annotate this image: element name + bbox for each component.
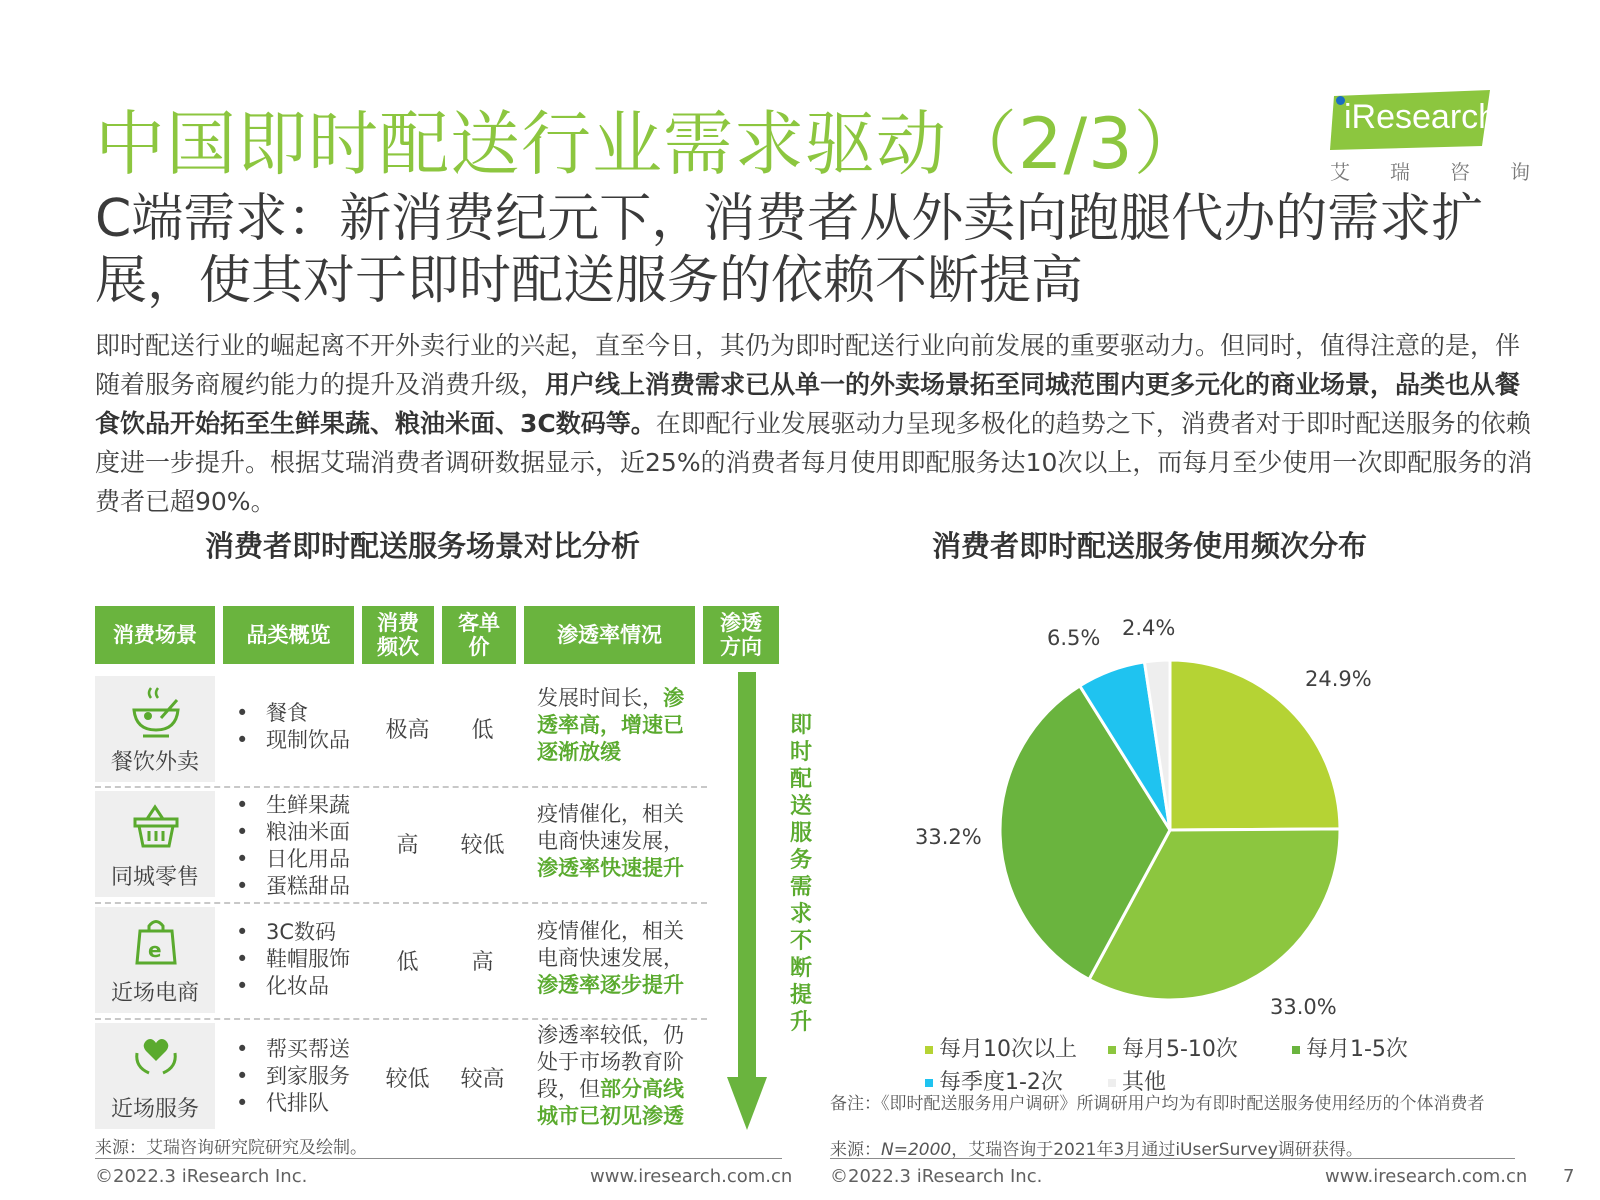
category-item: • 3C数码 xyxy=(236,919,350,946)
legend-label: 每月5-10次 xyxy=(1122,1037,1238,1062)
penetration-highlight: 渗透率快速提升 xyxy=(537,856,684,880)
table-header-scene: 消费场景 xyxy=(95,606,215,664)
price-value: 高 xyxy=(471,950,494,975)
intro-text-bold: 用户线上消费需求已从单一的外卖场景拓至同城范围内更多元化的商业场景，品类也从餐食饮品开始拓至生鲜果蔬、粮油米面、3C数码等。 xyxy=(95,370,1521,438)
chart-source xyxy=(830,1135,1363,1160)
legend-item xyxy=(1292,1032,1408,1063)
row-divider xyxy=(95,786,707,788)
iresearch-logo xyxy=(1330,90,1530,185)
bowl-icon xyxy=(131,684,181,740)
legend-label: 其他 xyxy=(1122,1070,1167,1095)
category-item: • 日化用品 xyxy=(236,846,350,873)
price-value: 较低 xyxy=(460,833,505,858)
legend-label: 每月10次以上 xyxy=(939,1037,1077,1062)
category-list xyxy=(236,1036,350,1117)
logo-char: 咨 xyxy=(1450,160,1470,184)
penetration-plain: 疫情催化，相关电商快速发展， xyxy=(537,802,684,853)
category-item: • 代排队 xyxy=(236,1090,350,1117)
intro-text-2: 在即配行业发展驱动力呈现多极化的趋势之下，消费者对于即时配送服务的依赖度进一步提升。根据艾瑞消费者调研数据显示，近25%的消费者每月使用即配服务达10次以上，而每月至少使用一次即配服务的消费者已超90%。 xyxy=(95,409,1533,516)
footer-divider-left xyxy=(95,1158,782,1159)
legend-label: 每月1-5次 xyxy=(1306,1037,1408,1062)
penetration-highlight: 渗透率逐步提升 xyxy=(537,973,684,997)
table-header-category: 品类概览 xyxy=(223,606,354,664)
penetration-highlight: 渗透率高，增速已逐渐放缓 xyxy=(537,686,684,764)
footer-url-left: www.iresearch.com.cn xyxy=(590,1166,793,1187)
slice-label: 33.0% xyxy=(1270,995,1337,1019)
penetration-text xyxy=(537,1022,702,1130)
penetration-plain: 发展时间长， xyxy=(537,686,663,710)
category-list xyxy=(236,700,350,754)
legend-item xyxy=(1108,1032,1238,1063)
chart-section-title: 消费者即时配送服务使用频次分布 xyxy=(932,529,1368,563)
direction-label: 即时配送服务需求不断提升 xyxy=(789,713,812,1035)
slice-label: 33.2% xyxy=(915,825,982,849)
scene-label: 近场服务 xyxy=(110,1097,199,1122)
source-text: ，艾瑞咨询于2021年3月通过iUserSurvey调研获得。 xyxy=(951,1140,1363,1160)
penetration-plain: 渗透率较低，仍处于市场教育阶段，但 xyxy=(537,1023,684,1101)
footer-url-right: www.iresearch.com.cn xyxy=(1325,1166,1528,1187)
legend-swatch xyxy=(1108,1079,1116,1087)
sample-size: N=2000 xyxy=(881,1140,952,1160)
legend-label: 每季度1-2次 xyxy=(939,1070,1063,1095)
table-source-note: 来源：艾瑞咨询研究院研究及绘制。 xyxy=(95,1138,367,1158)
penetration-plain: 疫情催化，相关电商快速发展， xyxy=(537,919,684,970)
intro-text-1: 即时配送行业的崛起离不开外卖行业的兴起，直至今日，其仍为即时配送行业向前发展的重要驱动力。但同时，值得注意的是，伴随着服务商履约能力的提升及消费升级， xyxy=(95,331,1521,399)
category-item: • 餐食 xyxy=(236,700,350,727)
legend-swatch xyxy=(925,1046,933,1054)
row-divider xyxy=(95,902,707,904)
category-item: • 鞋帽服饰 xyxy=(236,946,350,973)
category-list xyxy=(236,919,350,1000)
penetration-highlight: 部分高线城市已初见渗透 xyxy=(537,1077,684,1128)
frequency-value: 低 xyxy=(396,950,419,975)
logo-subtitle xyxy=(1330,156,1530,185)
category-item: • 生鲜果蔬 xyxy=(236,792,350,819)
penetration-text xyxy=(537,801,702,882)
legend-item xyxy=(1108,1065,1166,1096)
category-item: • 帮买帮送 xyxy=(236,1036,350,1063)
scene-label: 同城零售 xyxy=(110,865,199,890)
slice-label: 2.4% xyxy=(1122,616,1176,640)
legend-item xyxy=(925,1065,1063,1096)
svg-text:e: e xyxy=(148,938,162,962)
category-item: • 蛋糕甜品 xyxy=(236,873,350,900)
intro-paragraph xyxy=(95,326,1535,521)
category-list xyxy=(236,792,350,900)
price-value: 较高 xyxy=(460,1067,505,1092)
footer-copyright-left: ©2022.3 iResearch Inc. xyxy=(95,1166,308,1187)
frequency-value: 极高 xyxy=(385,718,430,743)
logo-char: 艾 xyxy=(1330,160,1350,184)
table-header-direction: 渗透方向 xyxy=(703,606,779,664)
scene-label: 餐饮外卖 xyxy=(110,750,199,775)
table-header-frequency: 消费频次 xyxy=(362,606,434,664)
footer-copyright-right: ©2022.3 iResearch Inc. xyxy=(830,1166,1043,1187)
arrow-down-icon xyxy=(727,672,767,1130)
frequency-pie-chart xyxy=(990,650,1350,1010)
page-title: 中国即时配送行业需求驱动（2/3） xyxy=(95,103,1205,185)
category-item: • 到家服务 xyxy=(236,1063,350,1090)
scene-cell-local-retail xyxy=(95,791,215,897)
source-prefix: 来源： xyxy=(830,1140,881,1160)
scene-cell-nearby-ecommerce xyxy=(95,907,215,1013)
penetration-text xyxy=(537,685,702,766)
heart-hands-icon xyxy=(131,1031,181,1087)
category-item: • 化妆品 xyxy=(236,973,350,1000)
category-item: • 现制饮品 xyxy=(236,727,350,754)
scene-label: 近场电商 xyxy=(110,981,199,1006)
basket-icon xyxy=(131,799,181,855)
legend-swatch xyxy=(1292,1046,1300,1054)
page-subtitle: C端需求：新消费纪元下，消费者从外卖向跑腿代办的需求扩展，使其对于即时配送服务的依赖不断提高 xyxy=(95,189,1484,311)
slice-label: 24.9% xyxy=(1305,667,1372,691)
row-divider xyxy=(95,1018,707,1020)
penetration-text xyxy=(537,918,702,999)
frequency-value: 较低 xyxy=(385,1067,430,1092)
legend-swatch xyxy=(925,1079,933,1087)
price-value: 低 xyxy=(471,718,494,743)
slice-label: 6.5% xyxy=(1047,626,1101,650)
table-section-title: 消费者即时配送服务场景对比分析 xyxy=(205,529,641,563)
scene-cell-nearby-services xyxy=(95,1023,215,1129)
chart-remark: 备注：《即时配送服务用户调研》所调研用户均为有即时配送服务使用经历的个体消费者 xyxy=(830,1094,1485,1114)
logo-wordmark: iResearch xyxy=(1344,98,1498,136)
shopping-bag-e-icon xyxy=(131,915,181,971)
category-item: • 粮油米面 xyxy=(236,819,350,846)
logo-char: 询 xyxy=(1510,160,1530,184)
page-number: 7 xyxy=(1563,1166,1575,1187)
legend-swatch xyxy=(1108,1046,1116,1054)
table-header-price: 客单价 xyxy=(442,606,516,664)
scene-cell-food-delivery xyxy=(95,676,215,782)
legend-item xyxy=(925,1032,1077,1063)
frequency-value: 高 xyxy=(396,833,419,858)
table-header-penetration: 渗透率情况 xyxy=(524,606,695,664)
logo-char: 瑞 xyxy=(1390,160,1410,184)
